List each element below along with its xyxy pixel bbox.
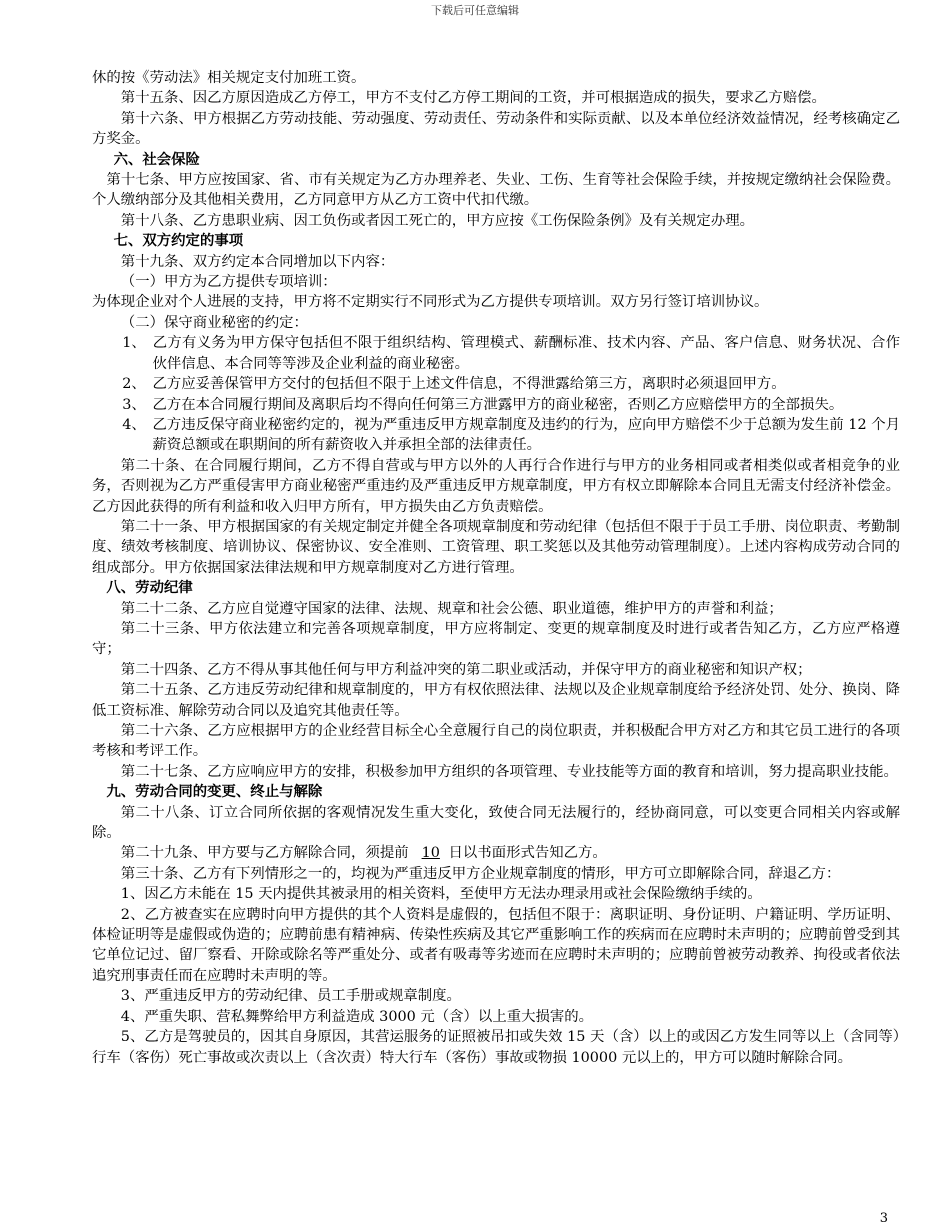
list-item <box>92 374 900 394</box>
paragraph: 为体现企业对个人进展的支持，甲方将不定期实行不同形式为乙方提供专项培训。双方另行签订培训协议。 <box>92 294 769 311</box>
list-number: 4、 <box>122 416 146 433</box>
termination-item-2: 2、乙方被查实在应聘时向甲方提供的其个人资料是虚假的，包括但不限于：离职证明、身份证明、户籍证明、学历证明、体检证明等是虚假或伪造的；应聘前患有精神病、传染性疾病及其它严重影响工作的疾病而在应聘时未声明的；应聘前曾受到其它单位记过、留厂察看、开除或除名等严重处分、或者有吸毒等劣迹而在应聘时未声明的；应聘前曾被劳动教养、拘役或者依法追究刑事责任而在应聘时未声明的等。 <box>92 906 900 984</box>
list-item <box>92 415 900 456</box>
article-23: 第二十三条、甲方依法建立和完善各项规章制度，甲方应将制定、变更的规章制度及时进行或者告知乙方，乙方应严格遵守； <box>92 620 900 658</box>
article-29-text: 第二十九条、甲方要与乙方解除合同，须提前 <box>120 845 409 862</box>
list-item <box>92 333 900 374</box>
article-24: 第二十四条、乙方不得从事其他任何与甲方利益冲突的第二职业或活动，并保守甲方的商业秘密和知识产权； <box>120 661 812 678</box>
article-27: 第二十七条、乙方应响应甲方的安排，积极参加甲方组织的各项管理、专业技能等方面的教育和培训，努力提高职业技能。 <box>120 763 898 780</box>
section-heading-9: 九、劳动合同的变更、终止与解除 <box>106 783 323 801</box>
article-26: 第二十六条、乙方应根据甲方的企业经营目标全心全意履行自己的岗位职责，并积极配合甲方对乙方和其它员工进行的各项考核和考评工作。 <box>92 723 900 760</box>
section-heading-8: 八、劳动纪律 <box>106 579 193 597</box>
article-30: 第三十条、乙方有下列情形之一的，均视为严重违反甲方企业规章制度的情形，甲方可立即解除合同，辞退乙方： <box>120 865 841 882</box>
page-header: 下载后可任意编辑 <box>431 4 519 17</box>
subsection-2: （二）保守商业秘密的约定： <box>120 314 308 331</box>
list-number: 3、 <box>122 396 146 413</box>
termination-item-1: 1、因乙方未能在 15 天内提供其被录用的相关资料，至使甲方无法办理录用或社会保险缴纳手续的。 <box>120 886 762 903</box>
termination-item-3: 3、严重违反甲方的劳动纪律、员工手册或规章制度。 <box>120 988 461 1005</box>
article-29 <box>92 843 900 863</box>
article-21: 第二十一条、甲方根据国家的有关规定制定并健全各项规章制度和劳动纪律（包括但不限于于员工手册、岗位职责、考勤制度、绩效考核制度、培训协议、保密协议、安全准则、工资管理、职工奖惩以及其他劳动管理制度）。上述内容构成劳动合同的组成部分。甲方依据国家法律法规和甲方规章制度对乙方进行管理。 <box>92 518 900 576</box>
paragraph: 休的按《劳动法》相关规定支付加班工资。 <box>92 70 366 86</box>
termination-item-4: 4、严重失职、营私舞弊给甲方利益造成 3000 元（含）以上重大损害的。 <box>120 1008 594 1025</box>
termination-item-5: 5、乙方是驾驶员的，因其自身原因，其营运服务的证照被吊扣或失效 15 天（含）以上的或因乙方发生同等以上（含同等）行车（客伤）死亡事故或次责以上（含次责）特大行车（客伤）事故或物损 10000 元以上的，甲方可以随时解除合同。 <box>92 1029 900 1066</box>
page-number: 3 <box>879 1211 888 1226</box>
list-text: 乙方应妥善保管甲方交付的包括但不限于上述文件信息，不得泄露给第三方，离职时必须退回甲方。 <box>152 376 786 393</box>
article-29-text-end: 日以书面形式告知乙方。 <box>448 845 607 862</box>
list-number: 1、 <box>122 335 146 352</box>
list-text: 乙方违反保守商业秘密约定的，视为严重违反甲方规章制度及违约的行为，应向甲方赔偿不少于总额为发生前 12 个月薪资总额或在职期间的所有薪资收入并承担全部的法律责任。 <box>152 416 900 454</box>
list-text: 乙方有义务为甲方保守包括但不限于组织结构、管理模式、薪酬标准、技术内容、产品、客户信息、财务状况、合作伙伴信息、本合同等等涉及企业利益的商业秘密。 <box>152 335 900 372</box>
section-heading-7: 七、双方约定的事项 <box>113 232 244 250</box>
list-item <box>92 395 900 415</box>
list-text: 乙方在本合同履行期间及离职后均不得向任何第三方泄露甲方的商业秘密，否则乙方应赔偿甲方的全部损失。 <box>152 396 844 413</box>
article-18: 第十八条、乙方患职业病、因工负伤或者因工死亡的，甲方应按《工伤保险条例》及有关规定办理。 <box>120 212 754 229</box>
article-25: 第二十五条、乙方违反劳动纪律和规章制度的，甲方有权依照法律、法规以及企业规章制度给予经济处罚、处分、换岗、降低工资标准、解除劳动合同以及追究其他责任等。 <box>92 682 900 719</box>
article-20: 第二十条、在合同履行期间，乙方不得自营或与甲方以外的人再行合作进行与甲方的业务相同或者相类似或者相竞争的业务，否则视为乙方严重侵害甲方商业秘密严重违约及严重违反甲方规章制度，甲方有权立即解除本合同且无需支付经济补偿金。乙方因此获得的所有利益和收入归甲方所有，甲方损失由乙方负责赔偿。 <box>92 457 900 515</box>
article-28: 第二十八条、订立合同所依据的客观情况发生重大变化，致使合同无法履行的，经协商同意，可以变更合同相关内容或解除。 <box>92 804 900 842</box>
article-16: 第十六条、甲方根据乙方劳动技能、劳动强度、劳动责任、劳动条件和实际贡献、以及本单位经济效益情况，经考核确定乙方奖金。 <box>92 110 900 148</box>
list-number: 2、 <box>122 376 146 393</box>
document-body <box>92 68 900 1068</box>
section-heading-6: 六、社会保险 <box>113 150 200 168</box>
notice-days-field: 10 <box>421 845 440 862</box>
article-22: 第二十二条、乙方应自觉遵守国家的法律、法规、规章和社会公德、职业道德，维护甲方的声誉和利益； <box>120 600 783 617</box>
subsection-1: （一）甲方为乙方提供专项培训： <box>120 274 337 291</box>
article-17: 第十七条、甲方应按国家、省、市有关规定为乙方办理养老、失业、工伤、生育等社会保险手续，并按规定缴纳社会保险费。个人缴纳部分及其他相关费用，乙方同意甲方从乙方工资中代扣代缴。 <box>92 172 900 209</box>
article-15: 第十五条、因乙方原因造成乙方停工，甲方不支付乙方停工期间的工资，并可根据造成的损失，要求乙方赔偿。 <box>120 90 826 107</box>
article-19: 第十九条、双方约定本合同增加以下内容： <box>120 253 395 270</box>
